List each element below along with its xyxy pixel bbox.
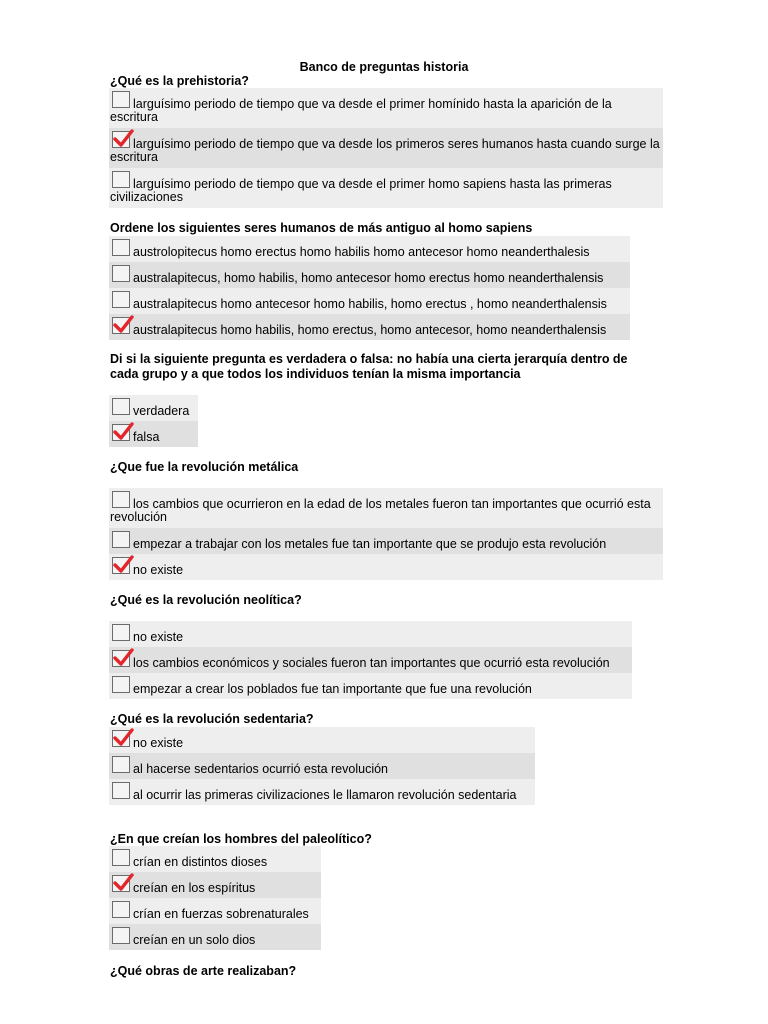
question-6-options [109,727,535,805]
option-label: crían en fuerzas sobrenaturales [133,907,309,921]
option[interactable] [109,621,632,647]
option-label: verdadera [133,404,190,418]
option-label: los cambios que ocurrieron en la edad de los metales fueron tan importantes que ocurrió esta revolución [110,497,651,524]
option[interactable] [109,924,321,950]
question-7-options [109,846,321,950]
option-label: falsa [133,430,160,444]
option[interactable] [109,88,663,128]
question-3-line-1: Di si la siguiente pregunta es verdadera o falsa: no había una cierta jerarquía dentro de [110,352,628,366]
option[interactable] [109,673,632,699]
checkbox-unchecked[interactable] [112,531,130,548]
option[interactable] [109,898,321,924]
option[interactable] [109,779,535,805]
option-label: no existe [133,630,184,644]
option-label: creían en los espíritus [133,881,256,895]
option-label: austrolopitecus homo erectus homo habilis homo antecesor homo neanderthalesis [133,245,590,259]
checkbox-unchecked[interactable] [112,756,130,773]
checkbox-unchecked[interactable] [112,849,130,866]
option-label: no existe [133,563,184,577]
checkbox-unchecked[interactable] [112,624,130,641]
option-label: empezar a crear los poblados fue tan importante que fue una revolución [133,682,532,696]
checkbox-checked[interactable] [112,650,130,667]
option[interactable] [109,262,630,288]
option[interactable] [109,753,535,779]
question-4-options [109,488,663,580]
checkbox-unchecked[interactable] [112,398,130,415]
document-title: Banco de preguntas historia [299,60,469,74]
checkbox-checked[interactable] [112,557,130,574]
option[interactable] [109,236,630,262]
option-label: al hacerse sedentarios ocurrió esta revolución [133,762,388,776]
option[interactable] [109,528,663,554]
question-8: ¿Qué obras de arte realizaban? [110,964,297,978]
checkbox-checked[interactable] [112,424,130,441]
option[interactable] [109,727,535,753]
question-1: ¿Qué es la prehistoria? [110,74,249,88]
checkbox-checked[interactable] [112,131,130,148]
option[interactable] [109,128,663,168]
option-label: larguísimo periodo de tiempo que va desde el primer homo sapiens hasta las primeras civilizaciones [110,177,612,204]
option-label: australapitecus, homo habilis, homo antecesor homo erectus homo neanderthalensis [133,271,604,285]
checkbox-checked[interactable] [112,730,130,747]
option-label: larguísimo periodo de tiempo que va desde el primer homínido hasta la aparición de la escritura [110,97,612,124]
question-2-options [109,236,630,340]
option-label: los cambios económicos y sociales fueron tan importantes que ocurrió esta revolución [133,656,610,670]
option-label: australapitecus homo habilis, homo erectus, homo antecesor, homo neanderthalensis [133,323,607,337]
option[interactable] [109,395,198,421]
option[interactable] [109,647,632,673]
question-5: ¿Qué es la revolución neolítica? [110,593,302,607]
option-label: australapitecus homo antecesor homo habilis, homo erectus , homo neanderthalensis [133,297,607,311]
question-3-line-2: cada grupo y a que todos los individuos tenían la misma importancia [110,367,521,381]
checkbox-unchecked[interactable] [112,782,130,799]
checkbox-unchecked[interactable] [112,491,130,508]
checkbox-unchecked[interactable] [112,239,130,256]
checkbox-unchecked[interactable] [112,927,130,944]
option[interactable] [109,421,198,447]
option[interactable] [109,872,321,898]
checkbox-unchecked[interactable] [112,265,130,282]
option[interactable] [109,846,321,872]
question-4: ¿Que fue la revolución metálica [110,460,299,474]
question-3 [110,352,628,382]
option[interactable] [109,554,663,580]
checkbox-checked[interactable] [112,317,130,334]
checkbox-checked[interactable] [112,875,130,892]
option-label: no existe [133,736,184,750]
question-2: Ordene los siguientes seres humanos de más antiguo al homo sapiens [110,221,533,235]
option-label: crían en distintos dioses [133,855,268,869]
option[interactable] [109,488,663,528]
option-label: creían en un solo dios [133,933,256,947]
option[interactable] [109,314,630,340]
checkbox-unchecked[interactable] [112,171,130,188]
question-7: ¿En que creían los hombres del paleolítico? [110,832,372,846]
question-6: ¿Qué es la revolución sedentaria? [110,712,314,726]
checkbox-unchecked[interactable] [112,676,130,693]
option-label: empezar a trabajar con los metales fue tan importante que se produjo esta revolución [133,537,607,551]
checkbox-unchecked[interactable] [112,91,130,108]
option-label: al ocurrir las primeras civilizaciones le llamaron revolución sedentaria [133,788,517,802]
option[interactable] [109,168,663,208]
option[interactable] [109,288,630,314]
question-3-options [109,395,198,447]
checkbox-unchecked[interactable] [112,291,130,308]
question-1-options [109,88,663,208]
checkbox-unchecked[interactable] [112,901,130,918]
question-5-options [109,621,632,699]
option-label: larguísimo periodo de tiempo que va desde los primeros seres humanos hasta cuando surge la escritura [110,137,660,164]
